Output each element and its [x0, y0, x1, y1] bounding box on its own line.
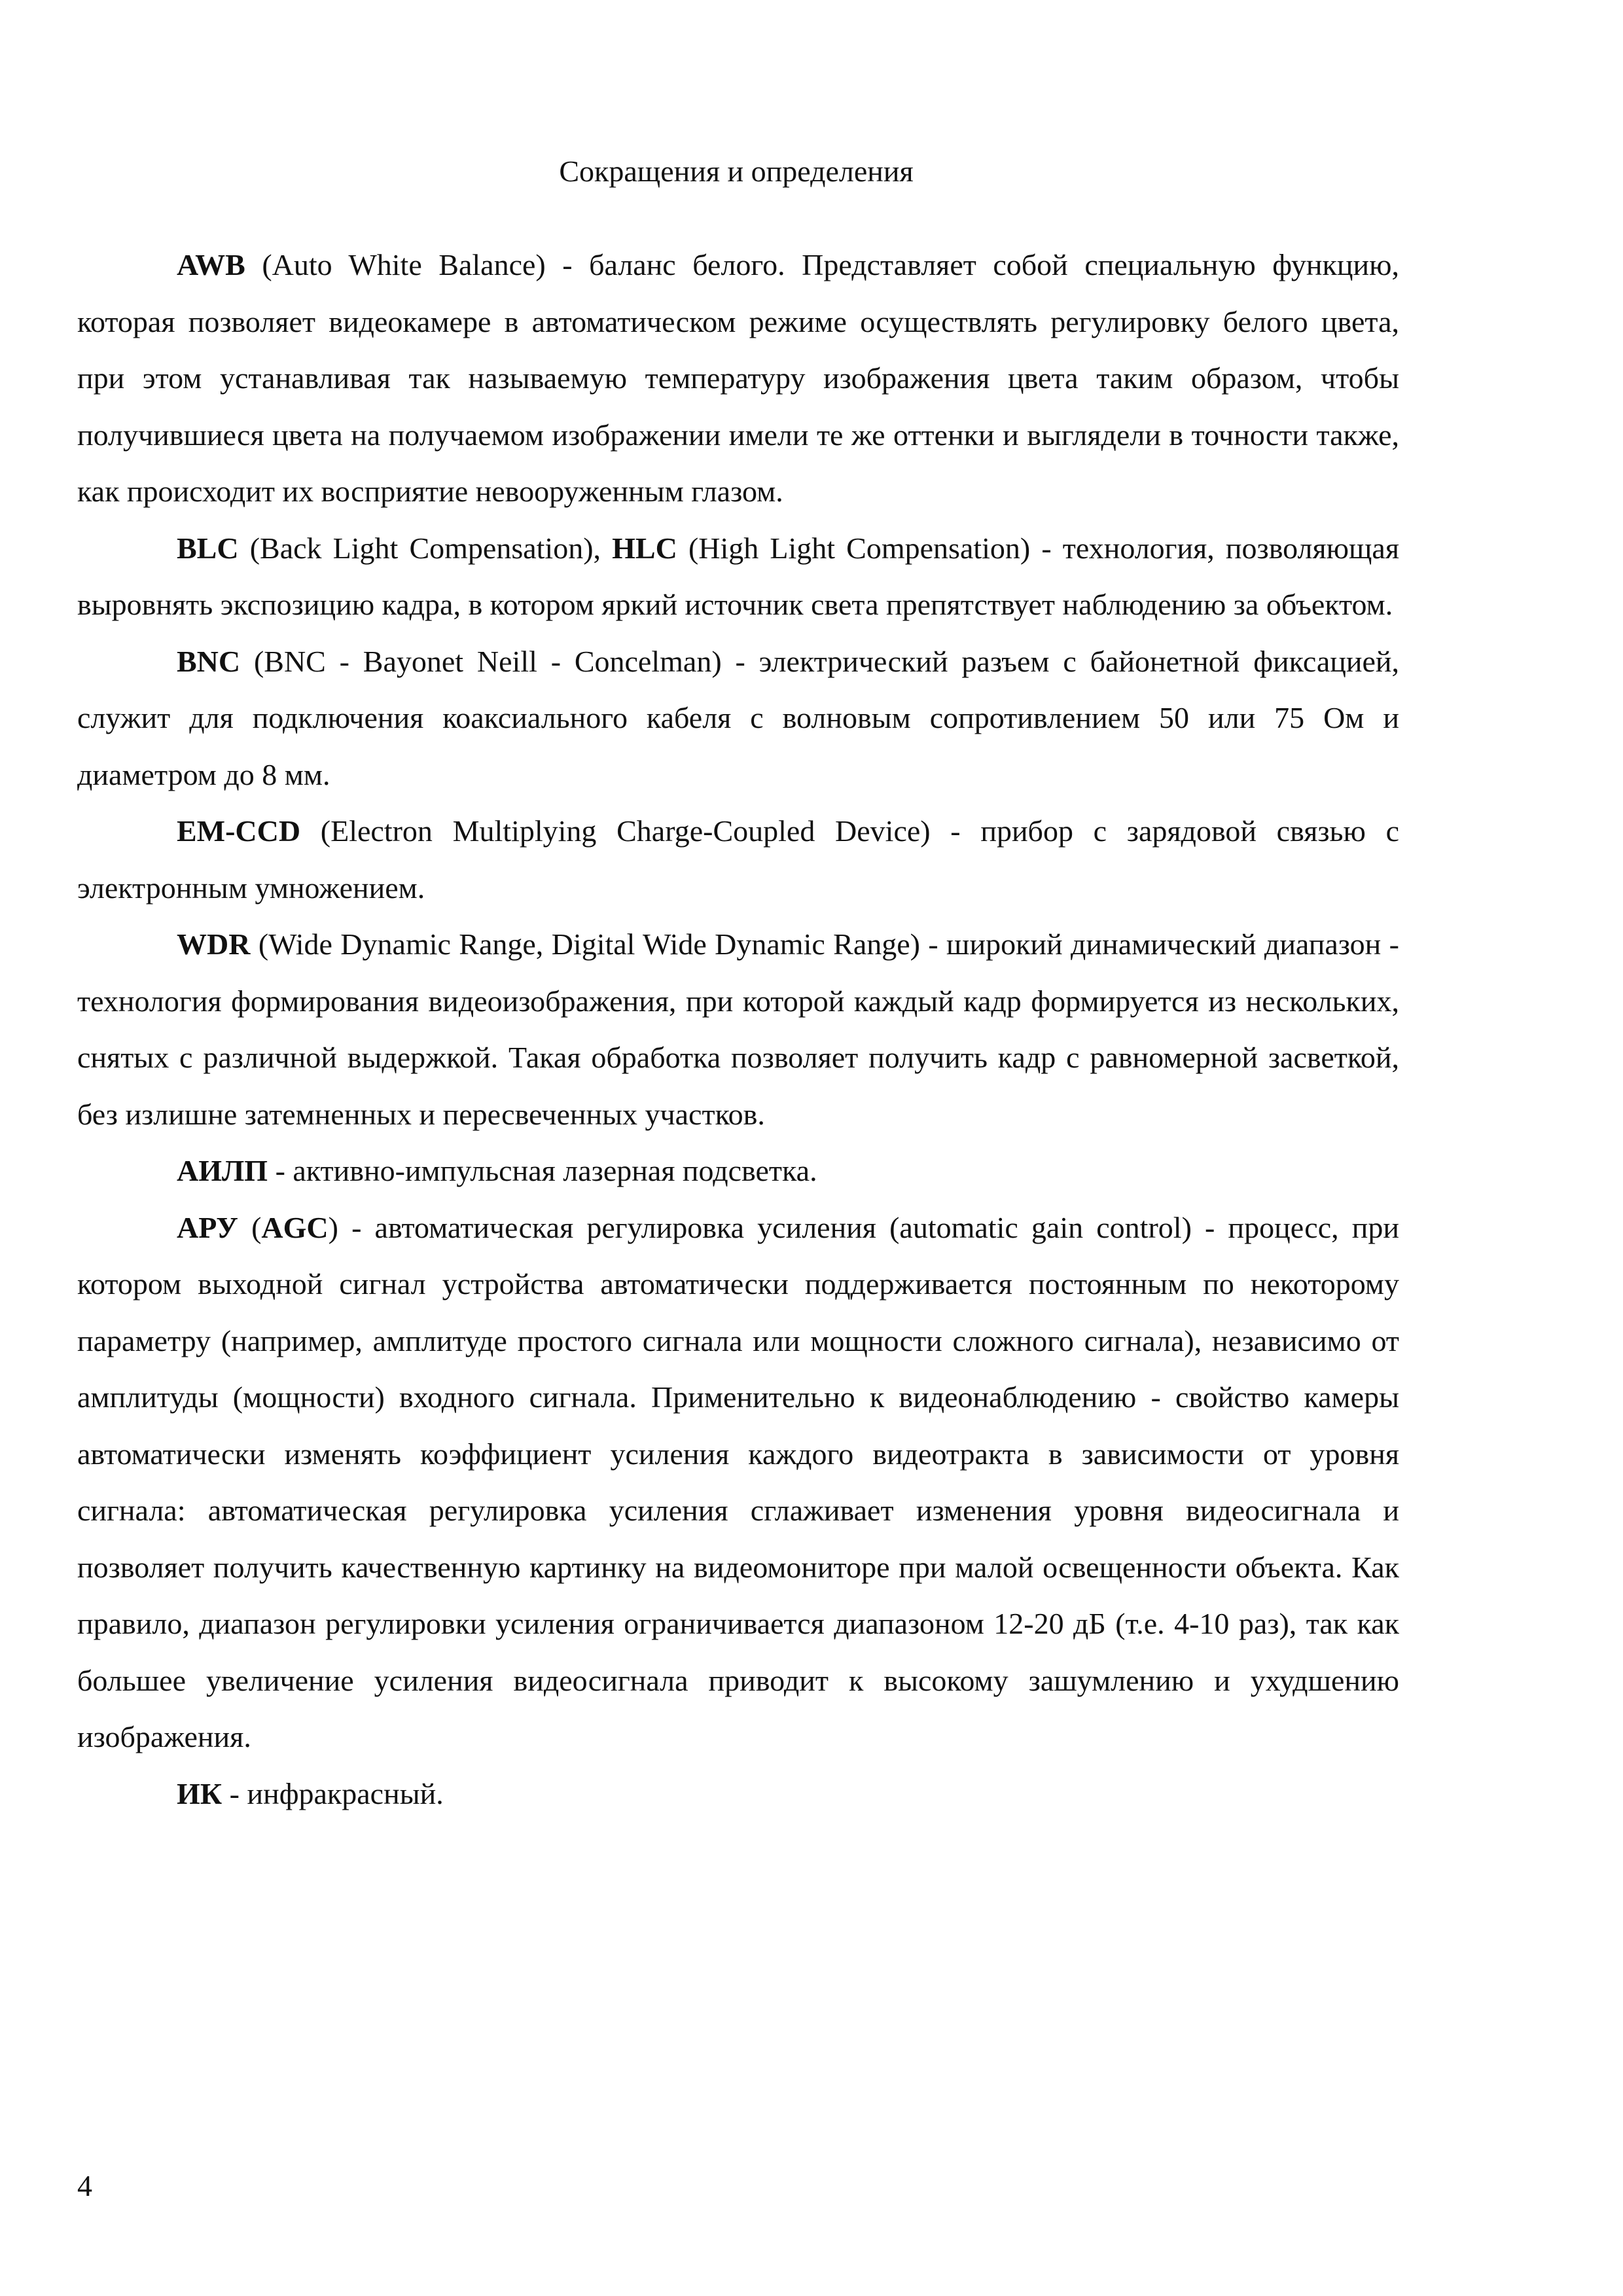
- definition-text: ) - автоматическая регулировка усиления (automatic gain control) - процесс, при котором выходной сигнал устройства автоматически поддерживается постоянным по некоторому параметру (например, амплитуде простого сигнала или мощности сложного сигнала), независимо от амплитуды (мощности) входного сигнала. Применительно к видеонаблюдению - свойство камеры автоматически изменять коэффициент усиления каждого видеотракта в зависимости от уровня сигнала: автоматическая регулировка усиления сглаживает изменения уровня видеосигнала и позволяет получить качественную картинку на видеомониторе при малой освещенности объекта. Как правило, диапазон регулировки усиления ограничивается диапазоном 12-20 дБ (т.е. 4-10 раз), так как большее увеличение усиления видеосигнала приводит к высокому зашумлению и ухудшению изображения.: [77, 1210, 1399, 1753]
- definition-bnc: [77, 634, 1399, 804]
- definition-text: (: [238, 1210, 262, 1244]
- term-aru: АРУ: [177, 1210, 238, 1244]
- definition-aru-agc: [77, 1200, 1399, 1766]
- term-agc: AGC: [261, 1210, 329, 1244]
- definition-text: - инфракрасный.: [222, 1776, 444, 1810]
- term-ik: ИК: [177, 1776, 223, 1810]
- definition-em-ccd: [77, 803, 1399, 916]
- term-em-ccd: EM-CCD: [177, 814, 301, 848]
- definitions-list: [77, 237, 1399, 1822]
- definition-awb: [77, 237, 1399, 520]
- definition-wdr: [77, 916, 1399, 1143]
- definition-blc-hlc: [77, 520, 1399, 634]
- term-blc: BLC: [177, 531, 239, 565]
- definition-text: - активно-импульсная лазерная подсветка.: [268, 1154, 817, 1187]
- page-number: 4: [77, 2169, 92, 2202]
- term-wdr: WDR: [177, 927, 251, 961]
- definition-text: (BNC - Bayonet Neill - Concelman) - электрический разъем с байонетной фиксацией, служит для подключения коаксиального кабеля с волновым сопротивлением 50 или 75 Ом и диаметром до 8 мм.: [77, 644, 1399, 791]
- definition-text: (High Light Compensation) - технология, позволяющая выровнять экспозицию кадра, в котором яркий источник света препятствует наблюдению за объектом.: [77, 531, 1399, 621]
- definition-ailp: [77, 1143, 1399, 1200]
- page-title: Сокращения и определения: [559, 154, 914, 188]
- definition-text: (Back Light Compensation),: [238, 531, 613, 565]
- term-awb: AWB: [177, 248, 245, 281]
- definition-ik: [77, 1766, 1399, 1823]
- term-hlc: HLC: [612, 531, 677, 565]
- definition-text: (Wide Dynamic Range, Digital Wide Dynamic Range) - широкий динамический диапазон - технология формирования видеоизображения, при которой каждый кадр формируется из нескольких, снятых с различной выдержкой. Такая обработка позволяет получить кадр с равномерной засветкой, без излишне затемненных и пересвеченных участков.: [77, 927, 1399, 1131]
- term-ailp: АИЛП: [177, 1154, 268, 1187]
- definition-text: (Electron Multiplying Charge-Coupled Device) - прибор с зарядовой связью с электронным умножением.: [77, 814, 1399, 905]
- definition-text: (Auto White Balance) - баланс белого. Представляет собой специальную функцию, которая позволяет видеокамере в автоматическом режиме осуществлять регулировку белого цвета, при этом устанавливая так называемую температуру изображения цвета таким образом, чтобы получившиеся цвета на получаемом изображении имели те же оттенки и выглядели в точности также, как происходит их восприятие невооруженным глазом.: [77, 248, 1399, 508]
- term-bnc: BNC: [177, 644, 241, 678]
